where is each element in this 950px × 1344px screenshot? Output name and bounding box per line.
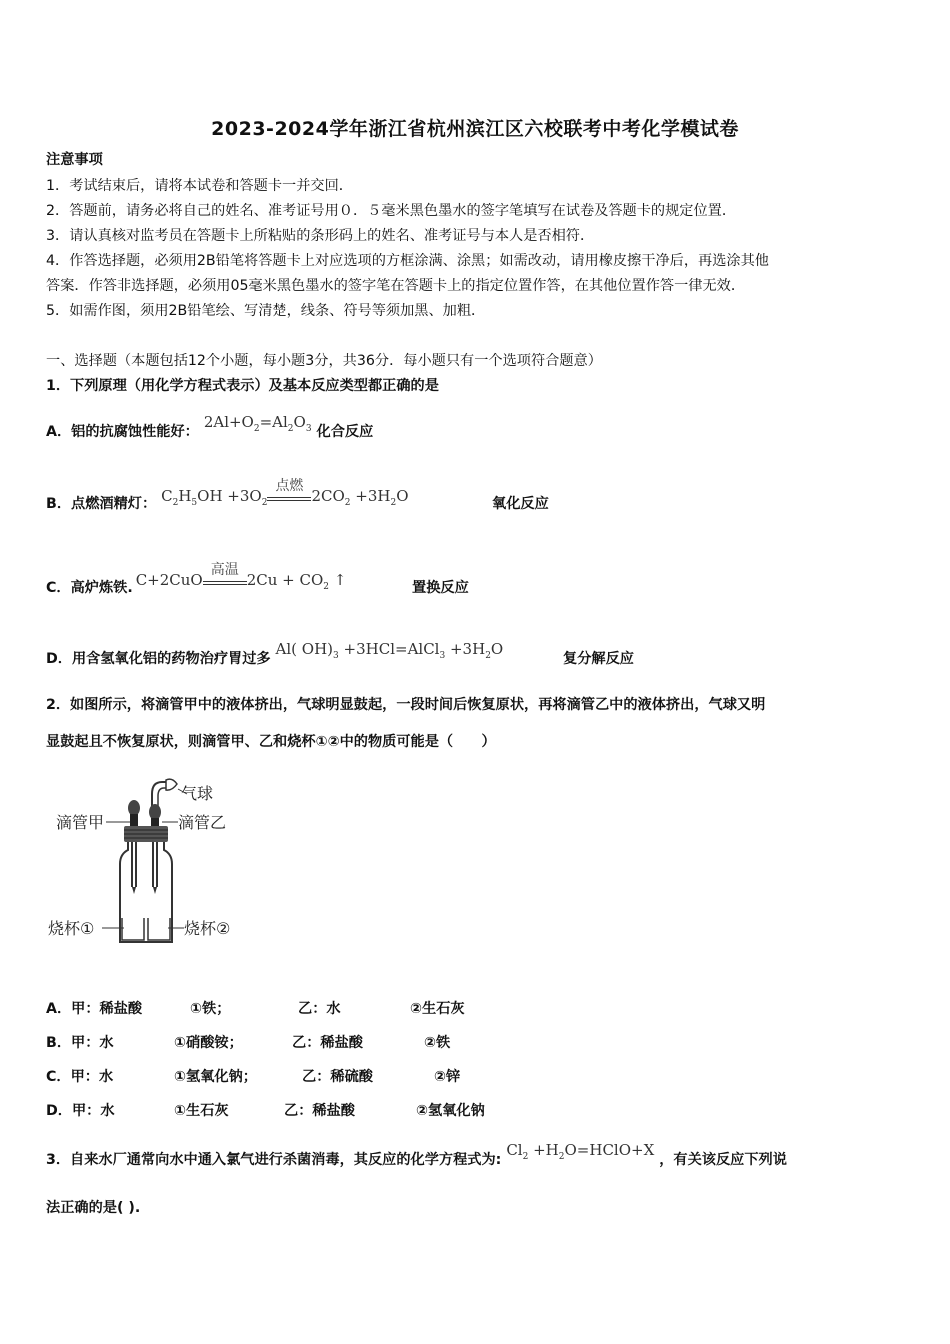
q2-option-a [46, 999, 646, 1019]
notice-item: 3．请认真核对监考员在答题卡上所粘贴的条形码上的姓名、准考证号与本人是否相符． [46, 228, 595, 244]
q1-option-a [46, 413, 374, 448]
beaker-2-label: 烧杯② [184, 919, 231, 938]
q2-option-d-part: 乙：稀盐酸 [284, 1103, 355, 1119]
notice-item: 4．作答选择题，必须用2B铅笔将答题卡上对应选项的方框涂满、涂黑；如需改动，请用橡皮擦干净后，再选涂其他 [46, 253, 769, 269]
q1-option-c-type: 置换反应 [412, 580, 469, 596]
section-heading: 一、选择题（本题包括12个小题，每小题3分，共36分．每小题只有一个选项符合题意） [46, 353, 602, 369]
q2-option-b [46, 1033, 646, 1053]
q1-option-c [46, 562, 347, 604]
q1-option-b-type: 氧化反应 [492, 496, 549, 512]
q2-option-c-part: ②锌 [434, 1069, 461, 1085]
q1-option-a-type: 化合反应 [316, 424, 374, 440]
q1-option-b-condition: 点燃 [275, 478, 304, 494]
q1-option-d [46, 640, 504, 675]
q1-option-d-label: D．用含氢氧化铝的药物治疗胃过多 [46, 651, 271, 667]
question-2-stem-line-2: 显鼓起且不恢复原状，则滴管甲、乙和烧杯①②中的物质可能是（ ） [46, 734, 496, 750]
page-title: 2023-2024学年浙江省杭州滨江区六校联考中考化学模试卷 [211, 118, 739, 140]
q1-option-c-label: C．高炉炼铁. [46, 580, 133, 596]
q2-option-d-part: D．甲：水 [46, 1103, 115, 1119]
question-3-stem-part: ，有关该反应下列说 [659, 1152, 787, 1168]
q2-option-b-part: ②铁 [424, 1035, 451, 1051]
q2-option-b-part: B．甲：水 [46, 1035, 114, 1051]
q1-option-a-label: A．铝的抗腐蚀性能好： [46, 424, 199, 440]
q2-option-d-part: ②氢氧化钠 [416, 1103, 485, 1119]
notice-item: 2．答题前，请务必将自己的姓名、准考证号用０．５毫米黑色墨水的签字笔填写在试卷及答题卡的规定位置． [46, 203, 737, 219]
question-3-stem-line-2: 法正确的是( ). [46, 1200, 141, 1216]
q2-option-b-part: ①硝酸铵； [174, 1035, 243, 1051]
question-3-stem-line-1 [46, 1141, 787, 1176]
apparatus-figure [44, 772, 254, 952]
question-3-equation: $Cl_2$ $+H_2O=HClO+X$ [506, 1141, 655, 1162]
q1-option-d-equation: Al( $OH)_3$ +3HCl=AlCl$_3$ $+3H_2O$ [275, 640, 504, 661]
notice-heading: 注意事项 [46, 152, 103, 168]
q2-option-c-part: C．甲：水 [46, 1069, 114, 1085]
q1-option-a-equation: $2Al+O_2=Al_2O_3$ [203, 413, 312, 434]
notice-item: 5．如需作图，须用2B铅笔绘、写清楚，线条、符号等须加黑、加粗． [46, 303, 486, 319]
dropper-a-label: 滴管甲 [56, 813, 105, 832]
beaker-1-label: 烧杯① [48, 919, 95, 938]
q1-option-d-type: 复分解反应 [563, 651, 634, 667]
q2-option-a-part: ②生石灰 [410, 1001, 465, 1017]
notice-item: 答案．作答非选择题，必须用05毫米黑色墨水的签字笔在答题卡上的指定位置作答，在其他位置作答一律无效． [46, 278, 746, 294]
q2-option-a-part: A．甲：稀盐酸 [46, 1001, 143, 1017]
q2-option-c-part: ①氢氧化钠； [174, 1069, 257, 1085]
q1-option-b-equation: $C_2H_5OH +3O_2$ 点燃 $2CO_2 +3H_2O$ [161, 478, 409, 508]
q1-option-b-label: B．点燃酒精灯： [46, 496, 157, 512]
q1-option-b [46, 478, 409, 520]
question-2-stem-line-1: 2．如图所示，将滴管甲中的液体挤出，气球明显鼓起，一段时间后恢复原状，再将滴管乙中的液体挤出，气球又明 [46, 697, 766, 713]
q2-option-a-part: ①铁； [190, 1001, 231, 1017]
question-1-stem: 1．下列原理（用化学方程式表示）及基本反应类型都正确的是 [46, 378, 439, 394]
q2-option-c [46, 1067, 646, 1087]
q1-option-c-equation: C+2CuO 高温 $2Cu + CO_2$ ↑ [135, 562, 347, 592]
q2-option-c-part: 乙：稀硫酸 [302, 1069, 373, 1085]
notice-item: 1．考试结束后，请将本试卷和答题卡一并交回． [46, 178, 353, 194]
q2-option-a-part: 乙：水 [298, 1001, 341, 1017]
question-3-stem-part: 3．自来水厂通常向水中通入氯气进行杀菌消毒，其反应的化学方程式为: [46, 1152, 502, 1168]
dropper-b-label: 滴管乙 [178, 813, 227, 832]
q2-option-d-part: ①生石灰 [174, 1103, 229, 1119]
balloon-label: 气球 [181, 784, 214, 803]
q1-option-c-condition: 高温 [210, 562, 239, 578]
q2-option-b-part: 乙：稀盐酸 [292, 1035, 363, 1051]
q2-option-d [46, 1101, 646, 1121]
